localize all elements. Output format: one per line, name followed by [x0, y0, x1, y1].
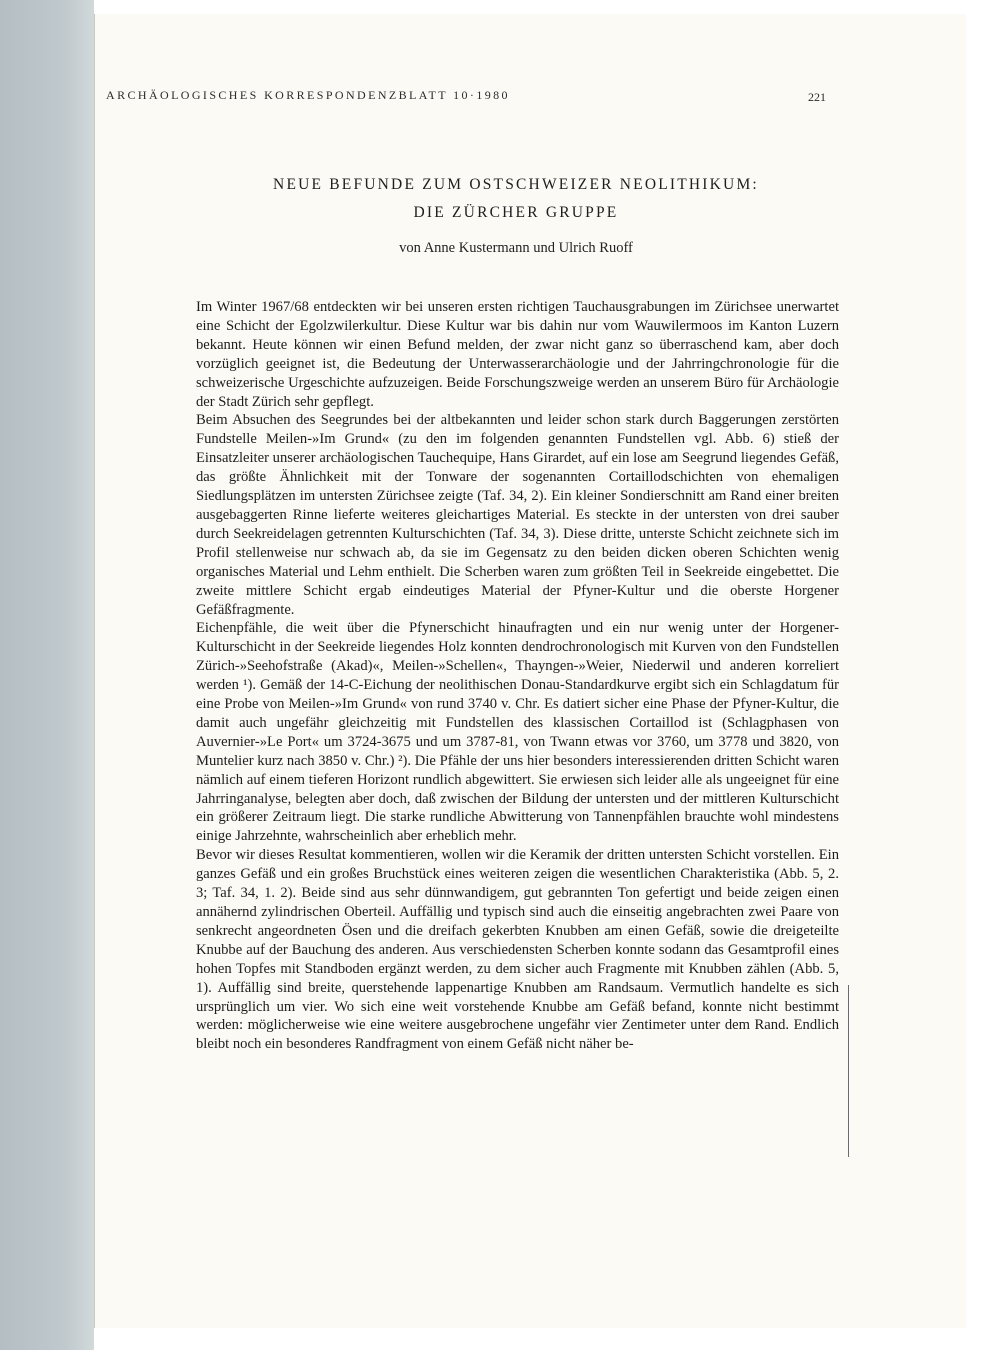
article-title-line-1: NEUE BEFUNDE ZUM OSTSCHWEIZER NEOLITHIKUM:	[273, 176, 759, 193]
article-body	[196, 298, 839, 1054]
running-head: ARCHÄOLOGISCHES KORRESPONDENZBLATT 10·1980	[106, 88, 510, 102]
body-paragraph: Eichenpfähle, die weit über die Pfynerschicht hinaufragten und ein nur wenig unter der Horgener-Kulturschicht in der Seekreide liegendes Holz konnten dendrochronologisch mit Kurven von den Fundstellen Zürich-»Seehofstraße (Akad)«, Meilen-»Schellen«, Thayngen-»Weier, Niederwil und anderen korreliert werden ¹). Gemäß der 14-C-Eichung der neolithischen Donau-Standardkurve ergibt sich ein Schlagdatum für eine Probe von Meilen-»Im Grund« von rund 3740 v. Chr. Es datiert sicher eine Phase der Pfyner-Kultur, die damit auch ungefähr gleichzeitig mit Fundstellen des klassischen Cortaillod ist (Schlagphasen von Auvernier-»Le Port« um 3724-3675 und um 3787-81, von Twann etwas vor 3760, um 3778 und 3820, von Muntelier kurz nach 3850 v. Chr.) ²). Die Pfähle der uns hier besonders interessierenden dritten Schicht waren nämlich auf einem tieferen Horizont rundlich abgewittert. Sie erwiesen sich leider alle als ungeeignet für eine Jahrringanalyse, belegten aber doch, daß zwischen der Bildung der untersten und der mittleren Kulturschicht ein größerer Zeitraum liegt. Die starke rundliche Abwitterung von Tannenpfählen brauchte wohl mindestens einige Jahrzehnte, wahrscheinlich aber erheblich mehr.	[196, 620, 839, 845]
margin-pencil-mark	[848, 985, 849, 1157]
article-title-line-2: DIE ZÜRCHER GRUPPE	[413, 204, 619, 221]
body-paragraph: Im Winter 1967/68 entdeckten wir bei unseren ersten richtigen Tauchausgrabungen im Zürichsee unerwartet eine Schicht der Egolzwilerkultur. Diese Kultur war bis dahin nur vom Wauwilermoos im Kanton Luzern bekannt. Heute können wir einen Befund melden, der zwar nicht ganz so überraschend kam, aber doch vorzüglich geeignet ist, die Bedeutung der Unterwasserarchäologie und der Jahrringchronologie für die schweizerische Urgeschichte aufzuzeigen. Beide Forschungszweige werden an unserem Büro für Archäologie der Stadt Zürich sehr gepflegt.	[196, 299, 839, 410]
body-paragraph: Beim Absuchen des Seegrundes bei der altbekannten und leider schon stark durch Baggerungen zerstörten Fundstelle Meilen-»Im Grund« (zu den im folgenden genannten Fundstellen vgl. Abb. 6) stieß der Einsatzleiter unserer archäologischen Tauchequipe, Hans Girardet, auf ein lose am Seegrund liegendes Gefäß, das größte Ähnlichkeit mit der Tonware der sogenannten Cortaillodschichten von ehemaligen Siedlungsplätzen im untersten Zürichsee zeigte (Taf. 34, 2). Ein kleiner Sondierschnitt am Rand einer breiten ausgebaggerten Rinne lieferte weiteres gleichartiges Material. Es steckte in der untersten von drei sauber durch Seekreidelagen getrennten Kulturschichten (Taf. 34, 3). Diese dritte, unterste Schicht zeichnete sich im Profil stellenweise nur schwach ab, da sie im Gegensatz zu den beiden dicken oberen Schichten wenig organisches Material und Lehm enthielt. Die Scherben waren zum größten Teil in Seekreide eingebettet. Die zweite mittlere Schicht ergab eindeutiges Material der Pfyner-Kultur und die oberste Horgener Gefäßfragmente.	[196, 412, 839, 618]
page-number: 221	[808, 90, 826, 104]
author-byline: von Anne Kustermann und Ulrich Ruoff	[399, 240, 633, 256]
scan-background-edge	[0, 0, 94, 1350]
body-paragraph: Bevor wir dieses Resultat kommentieren, wollen wir die Keramik der dritten untersten Schicht vorstellen. Ein ganzes Gefäß und ein großes Bruchstück eines weiteren zeigen die wesentlichen Charakteristika (Abb. 5, 2. 3; Taf. 34, 1. 2). Beide sind aus sehr dünnwandigem, gut gebrannten Ton gefertigt und beide zeigen einen annähernd zylindrischen Oberteil. Auffällig und typisch sind auch die einseitig angebrachten zwei Paare von senkrecht angeordneten Ösen und die dreifach gekerbten Knubben am einen Gefäß, sowie die dreigeteilte Knubbe auf der Bauchung des anderen. Aus verschiedensten Scherben konnte sodann das Gesamtprofil eines hohen Topfes mit Standboden ergänzt werden, zu dem sicher auch Fragmente mit Knubben zählen (Abb. 5, 1). Auffällig sind breite, querstehende lappenartige Knubben am Randsaum. Vermutlich handelte es sich ursprünglich um vier. Wo sich eine weit vorstehende Knubbe am Gefäß befand, konnte nicht bestimmt werden: möglicherweise wie eine weitere ausgebrochene ungefähr vier Zentimeter unter dem Rand. Endlich bleibt noch ein besonderes Randfragment von einem Gefäß nicht näher be-	[196, 847, 839, 1053]
